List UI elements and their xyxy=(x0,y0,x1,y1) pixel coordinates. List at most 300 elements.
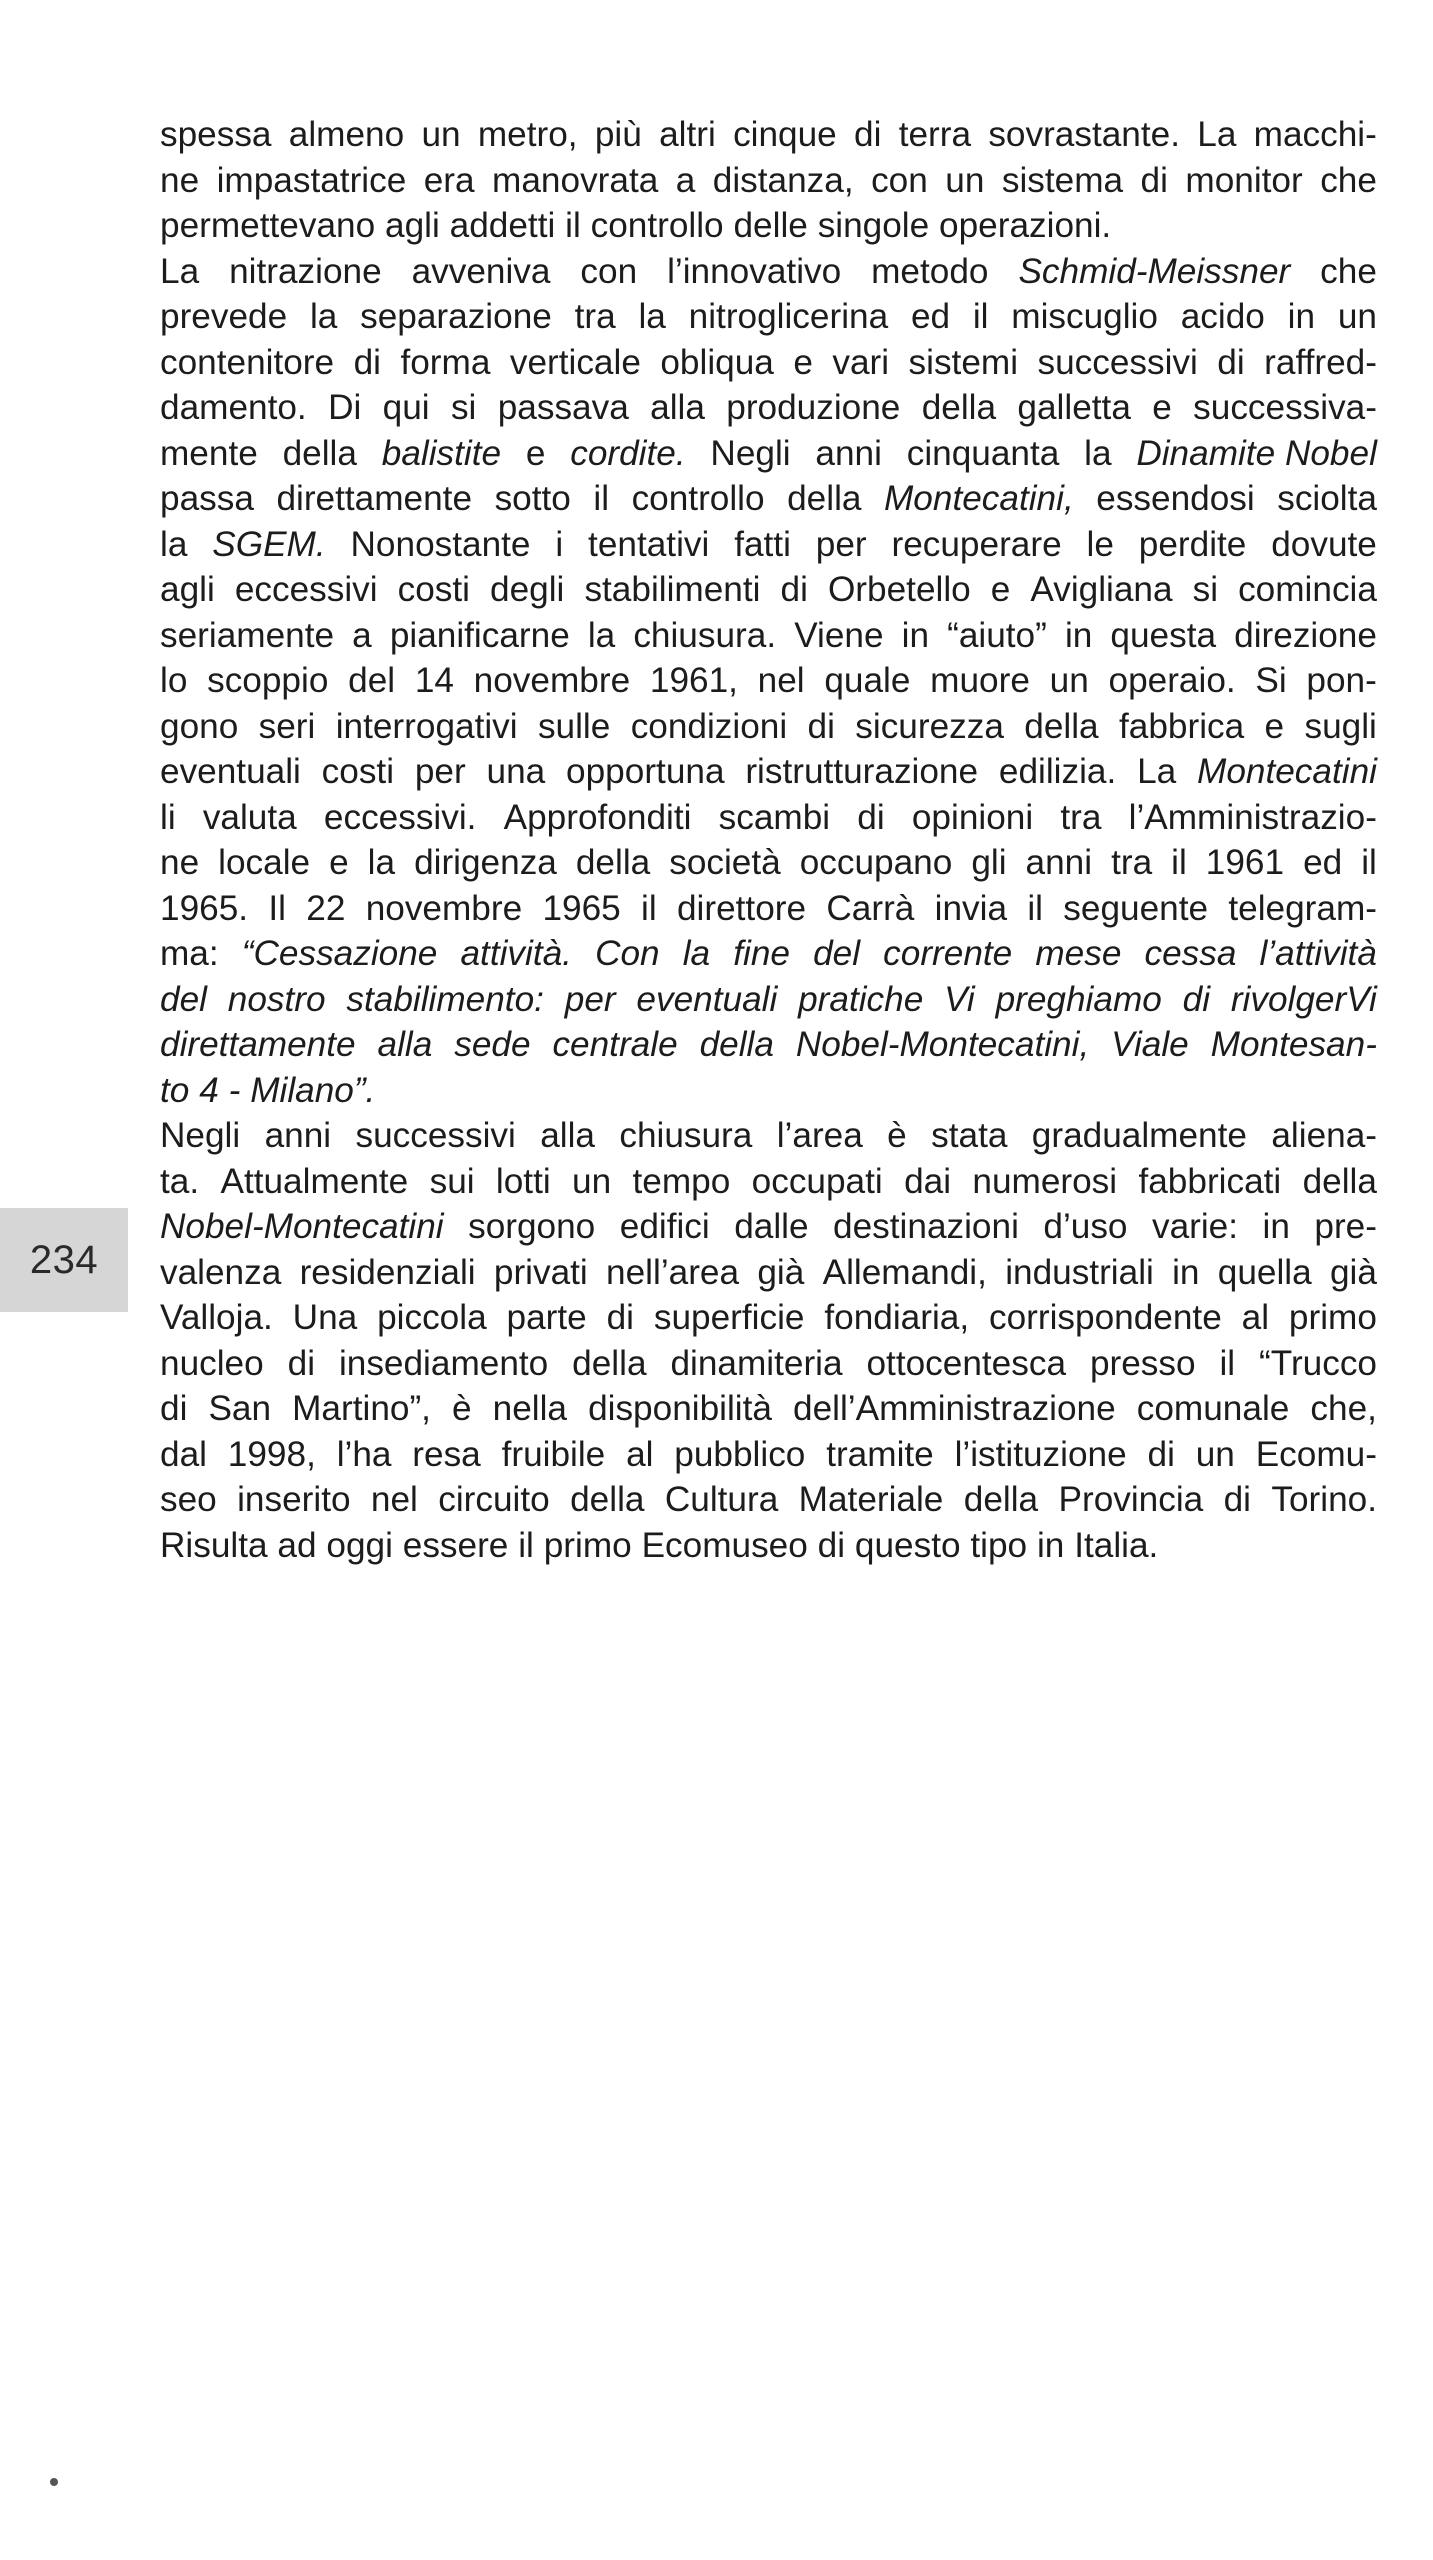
word: fruibile xyxy=(501,1434,606,1474)
word: mente xyxy=(160,433,258,473)
word: rivolgerVi xyxy=(1230,979,1377,1019)
word: di xyxy=(1223,1480,1251,1519)
word: di xyxy=(854,115,882,154)
word: attività. xyxy=(460,934,572,973)
word: in xyxy=(901,615,930,655)
word: nitrazione xyxy=(229,251,382,291)
page-number: 234 xyxy=(29,1237,99,1282)
text-line xyxy=(160,567,1377,613)
word: telegram- xyxy=(1228,888,1377,928)
word: ristrutturazione xyxy=(745,752,979,791)
word: sede xyxy=(454,1025,531,1064)
word: edilizia. xyxy=(998,752,1117,791)
word: Approfonditi xyxy=(503,797,692,837)
margin-dot xyxy=(50,2478,58,2486)
word: Montecatini xyxy=(1197,752,1377,791)
word: oggi xyxy=(326,1525,393,1565)
word: forma xyxy=(400,342,491,382)
word: dell’Amministrazione xyxy=(793,1389,1116,1428)
word: sulle xyxy=(537,706,611,746)
word: dovute xyxy=(1271,524,1377,564)
word: stabilimento: xyxy=(346,979,544,1019)
word: il xyxy=(1361,843,1377,882)
word: damento. xyxy=(160,388,307,427)
word: macchi- xyxy=(1253,115,1377,154)
word: già xyxy=(757,1252,805,1292)
text-line xyxy=(160,1523,1377,1569)
word: il xyxy=(641,888,657,928)
text-line xyxy=(160,249,1377,295)
word: vari xyxy=(832,342,890,382)
text-line xyxy=(160,886,1377,932)
word: in xyxy=(1287,297,1316,336)
word: Schmid-Meissner xyxy=(1018,251,1291,291)
word: Nonostante xyxy=(350,524,531,564)
word: per xyxy=(414,752,466,791)
text-line xyxy=(160,1477,1377,1523)
text-line xyxy=(160,522,1377,568)
word: tipo xyxy=(970,1525,1028,1565)
text-line xyxy=(160,658,1377,704)
word: un xyxy=(572,1161,612,1201)
word: il xyxy=(1171,843,1187,882)
word: pubblico xyxy=(674,1434,806,1474)
word: controllo xyxy=(590,206,724,245)
word: più xyxy=(594,115,642,154)
word: numerosi xyxy=(972,1161,1118,1201)
word: della xyxy=(787,479,862,518)
word: passa xyxy=(160,479,254,518)
text-line xyxy=(160,112,1377,158)
word: occupati xyxy=(751,1161,883,1201)
word: successiva- xyxy=(1193,388,1377,427)
word: direzione xyxy=(1234,615,1377,655)
word: la xyxy=(682,934,711,973)
word: produzione xyxy=(726,388,901,427)
word: avveniva xyxy=(411,251,551,291)
word: “Cessazione xyxy=(241,934,438,973)
word: direttore xyxy=(676,888,807,928)
word: si xyxy=(450,388,477,427)
word: operazioni. xyxy=(939,206,1112,245)
word: condizioni xyxy=(630,706,788,746)
word: Carrà xyxy=(826,888,915,928)
word: agli xyxy=(160,570,215,609)
word: pon- xyxy=(1306,661,1377,700)
word: e xyxy=(793,342,813,382)
word: contenitore xyxy=(160,342,335,382)
word: alla xyxy=(377,1025,433,1064)
text-line xyxy=(160,385,1377,431)
word: dirigenza xyxy=(414,843,557,882)
word: nitroglicerina xyxy=(688,297,889,336)
word: era xyxy=(423,160,475,200)
word: dalle xyxy=(734,1207,809,1246)
word: eventuali xyxy=(636,979,778,1019)
text-line xyxy=(160,1113,1377,1159)
word: sugli xyxy=(1304,706,1377,746)
word: l’area xyxy=(776,1116,863,1155)
word: al xyxy=(1241,1298,1270,1337)
word: San xyxy=(208,1389,272,1428)
word: in xyxy=(1172,1252,1200,1292)
word: della xyxy=(282,433,357,473)
word: quale xyxy=(824,661,911,700)
word: scoppio xyxy=(207,661,329,700)
text-line xyxy=(160,1022,1377,1068)
word: e xyxy=(329,843,349,882)
word: a xyxy=(675,160,696,200)
word: separazione xyxy=(360,297,552,336)
word: il xyxy=(518,1525,534,1565)
word: alla xyxy=(540,1116,595,1155)
word: pratiche xyxy=(798,979,924,1019)
word: la xyxy=(638,297,666,336)
word: un xyxy=(945,160,985,200)
word: industriali xyxy=(1005,1252,1154,1292)
word: cinquanta xyxy=(906,433,1060,473)
text-line xyxy=(160,1159,1377,1205)
word: Montecatini, xyxy=(884,479,1074,518)
word: Italia. xyxy=(1074,1525,1159,1565)
text-line xyxy=(160,1432,1377,1478)
word: pianificarne xyxy=(389,615,570,655)
word: superficie xyxy=(653,1298,805,1337)
word: la xyxy=(367,843,396,882)
text-line xyxy=(160,340,1377,386)
word: invia xyxy=(934,888,1008,928)
word: seguente xyxy=(1063,888,1209,928)
word: ne xyxy=(160,160,200,200)
word: lotti xyxy=(495,1161,551,1201)
word: resa xyxy=(412,1434,481,1474)
word: Risulta xyxy=(160,1525,268,1565)
word: ed xyxy=(910,297,951,336)
word: 1961, xyxy=(649,661,738,700)
word: opinioni xyxy=(911,797,1034,837)
word: che, xyxy=(1310,1389,1377,1428)
word: l’Amministrazio- xyxy=(1128,797,1377,837)
word: Con xyxy=(595,934,660,973)
text-line xyxy=(160,431,1377,477)
word: 1965 xyxy=(542,888,621,928)
word: - xyxy=(228,1070,241,1110)
word: cordite. xyxy=(570,433,686,473)
word: è xyxy=(887,1116,907,1155)
text-line xyxy=(160,613,1377,659)
text-line xyxy=(160,1295,1377,1341)
word: addetti xyxy=(449,206,556,245)
word: tentativi xyxy=(588,524,710,564)
word: stata xyxy=(931,1116,1008,1155)
word: centrale xyxy=(552,1025,678,1064)
word: gradualmente xyxy=(1031,1116,1247,1155)
word: controllo xyxy=(631,479,765,518)
word: valenza xyxy=(160,1252,282,1292)
word: sui xyxy=(429,1161,475,1201)
word: un xyxy=(1195,1434,1235,1474)
word: to xyxy=(160,1070,190,1110)
word: Nobel-Montecatini, xyxy=(795,1025,1090,1064)
word: Allemandi, xyxy=(822,1252,987,1292)
word: insediamento xyxy=(338,1343,549,1383)
word: Montesan- xyxy=(1210,1025,1377,1064)
word: si xyxy=(1192,570,1219,609)
word: Attualmente xyxy=(220,1161,409,1201)
word: anni xyxy=(815,433,882,473)
word: 1961 xyxy=(1205,843,1285,882)
word: che xyxy=(1320,160,1377,200)
word: privati xyxy=(493,1252,588,1292)
word: con xyxy=(871,160,928,200)
word: La xyxy=(1197,115,1237,154)
word: è xyxy=(452,1389,472,1428)
word: valuta xyxy=(202,797,297,837)
word: Cultura xyxy=(664,1480,779,1519)
word: nel xyxy=(370,1480,418,1519)
word: la xyxy=(587,615,616,655)
word: delle xyxy=(733,206,808,245)
word: prevede xyxy=(160,297,288,336)
word: società xyxy=(669,843,781,882)
word: lo xyxy=(160,661,188,700)
word: La xyxy=(1137,752,1177,791)
word: opportuna xyxy=(566,752,725,791)
text-line xyxy=(160,1250,1377,1296)
word: primo xyxy=(1288,1298,1377,1337)
word: li xyxy=(160,797,176,837)
text-line xyxy=(160,1386,1377,1432)
page-number-tab xyxy=(0,1208,128,1312)
word: comincia xyxy=(1238,570,1377,609)
text-line xyxy=(160,476,1377,522)
word: seo xyxy=(160,1480,217,1519)
word: per xyxy=(564,979,616,1019)
word: Di xyxy=(328,388,362,427)
word: corrente xyxy=(883,934,1013,973)
word: e xyxy=(525,433,546,473)
word: Milano”. xyxy=(250,1070,376,1110)
word: di xyxy=(1182,979,1211,1019)
word: Negli xyxy=(710,433,791,473)
word: Vi xyxy=(944,979,975,1019)
word: singole xyxy=(817,206,930,245)
word: la xyxy=(309,297,338,336)
word: “aiuto” xyxy=(947,615,1047,655)
word: della xyxy=(572,1343,647,1383)
word: il xyxy=(972,297,989,336)
word: fatti xyxy=(734,524,791,564)
word: Viale xyxy=(1111,1025,1189,1064)
word: varie: xyxy=(1151,1207,1239,1246)
word: eventuali xyxy=(160,752,301,791)
text-line xyxy=(160,840,1377,886)
word: passava xyxy=(497,388,629,427)
word: sciolta xyxy=(1277,479,1377,518)
word: già xyxy=(1329,1252,1377,1292)
word: eccessivi xyxy=(234,570,378,609)
word: a xyxy=(352,615,372,655)
word: Dinamite Nobel xyxy=(1136,433,1377,473)
word: di xyxy=(1140,160,1168,200)
word: la xyxy=(1084,433,1112,473)
text-line xyxy=(160,977,1377,1023)
word: della xyxy=(575,843,651,882)
word: Martino”, xyxy=(292,1389,431,1428)
word: piccola xyxy=(377,1298,487,1337)
word: seri xyxy=(258,706,316,746)
word: di xyxy=(287,1343,316,1383)
word: dinamiteria xyxy=(670,1343,843,1383)
word: il xyxy=(593,479,610,518)
word: Una xyxy=(292,1298,358,1337)
text-line xyxy=(160,1068,1377,1114)
word: questa xyxy=(1110,615,1217,655)
word: terra xyxy=(898,115,972,154)
word: sistema xyxy=(1001,160,1124,200)
word: in xyxy=(1036,1525,1065,1565)
word: il xyxy=(1219,1343,1236,1383)
word: ne xyxy=(160,843,200,882)
word: gono xyxy=(160,706,239,746)
word: corrispondente xyxy=(989,1298,1222,1337)
word: circuito xyxy=(438,1480,550,1519)
word: nucleo xyxy=(160,1343,264,1383)
word: inserito xyxy=(237,1480,351,1519)
word: tramite xyxy=(826,1434,934,1474)
word: SGEM. xyxy=(212,524,326,564)
word: chiusura xyxy=(619,1116,753,1155)
word: perdite xyxy=(1138,524,1247,564)
word: i xyxy=(555,524,564,564)
word: muore xyxy=(930,661,1030,700)
word: ma: xyxy=(160,934,219,973)
word: Avigliana xyxy=(1030,570,1173,609)
word: monitor xyxy=(1185,160,1303,200)
word: dai xyxy=(904,1161,952,1201)
word: 4 xyxy=(199,1070,219,1110)
text-line xyxy=(160,1341,1377,1387)
word: edifici xyxy=(619,1207,710,1246)
word: occupano xyxy=(799,843,953,882)
word: miscuglio xyxy=(1011,297,1158,336)
text-line xyxy=(160,931,1377,977)
word: Si xyxy=(1255,661,1287,700)
text-line xyxy=(160,749,1377,795)
word: metro, xyxy=(477,115,578,154)
word: Ecomuseo xyxy=(641,1525,808,1565)
word: costi xyxy=(321,752,395,791)
word: fabbricati xyxy=(1138,1161,1282,1201)
word: primo xyxy=(543,1525,632,1565)
word: tra xyxy=(574,297,616,336)
word: ed xyxy=(1303,843,1343,882)
word: il xyxy=(565,206,581,245)
word: fabbrica xyxy=(1119,706,1245,746)
word: aliena- xyxy=(1271,1116,1377,1155)
word: sicurezza xyxy=(855,706,1004,746)
word: sorgono xyxy=(468,1207,596,1246)
word: cessa xyxy=(1144,934,1237,973)
word: impastatrice xyxy=(216,160,407,200)
word: le xyxy=(1086,524,1114,564)
word: tra xyxy=(1060,797,1102,837)
word: 1965. xyxy=(160,888,249,928)
word: verticale xyxy=(509,342,641,382)
word: presso xyxy=(1089,1343,1196,1383)
word: in xyxy=(1064,615,1093,655)
word: La xyxy=(160,251,200,291)
word: anni xyxy=(264,1116,332,1155)
word: galletta xyxy=(1017,388,1131,427)
word: della xyxy=(1024,706,1099,746)
word: comunale xyxy=(1136,1389,1290,1428)
word: un xyxy=(421,115,461,154)
text-line xyxy=(160,158,1377,204)
word: 1998, xyxy=(227,1434,316,1474)
word: nostro xyxy=(227,979,326,1019)
word: nella xyxy=(492,1389,568,1428)
word: chiusura. xyxy=(633,615,777,655)
word: un xyxy=(1337,297,1377,336)
word: del xyxy=(813,934,861,973)
word: residenziali xyxy=(299,1252,476,1292)
word: una xyxy=(486,752,546,791)
word: Torino. xyxy=(1271,1480,1377,1519)
word: dal xyxy=(160,1434,207,1474)
word: tra xyxy=(1111,843,1153,882)
word: del xyxy=(348,661,396,700)
word: interrogativi xyxy=(335,706,518,746)
word: fine xyxy=(733,934,790,973)
text-line xyxy=(160,795,1377,841)
word: ottocentesca xyxy=(866,1343,1067,1383)
word: novembre xyxy=(473,661,631,700)
word: l’innovativo xyxy=(667,251,842,291)
word: direttamente xyxy=(160,1025,356,1064)
word: 22 xyxy=(306,888,346,928)
word: altri xyxy=(659,115,716,154)
word: di xyxy=(857,797,885,837)
word: di xyxy=(1147,1434,1175,1474)
word: parte xyxy=(506,1298,587,1337)
word: locale xyxy=(218,843,311,882)
word: il xyxy=(1027,888,1043,928)
word: Materiale xyxy=(798,1480,944,1519)
word: della xyxy=(963,1480,1039,1519)
word: mese xyxy=(1035,934,1122,973)
word: ta. xyxy=(160,1161,200,1201)
word: obliqua xyxy=(660,342,774,382)
word: alla xyxy=(650,388,705,427)
word: di xyxy=(780,570,808,609)
word: novembre xyxy=(365,888,523,928)
word: sistemi xyxy=(908,342,1019,382)
word: della xyxy=(570,1480,645,1519)
word: la xyxy=(160,524,188,564)
word: distanza, xyxy=(712,160,854,200)
word: eccessivi. xyxy=(323,797,477,837)
text-line xyxy=(160,203,1377,249)
word: Provincia xyxy=(1058,1480,1204,1519)
word: Viene xyxy=(794,615,884,655)
word: in xyxy=(1262,1207,1290,1246)
word: e xyxy=(1152,388,1172,427)
word: fondiaria, xyxy=(824,1298,970,1337)
word: Ecomu- xyxy=(1255,1434,1377,1474)
word: permettevano xyxy=(160,206,376,245)
word: sovrastante. xyxy=(988,115,1180,154)
